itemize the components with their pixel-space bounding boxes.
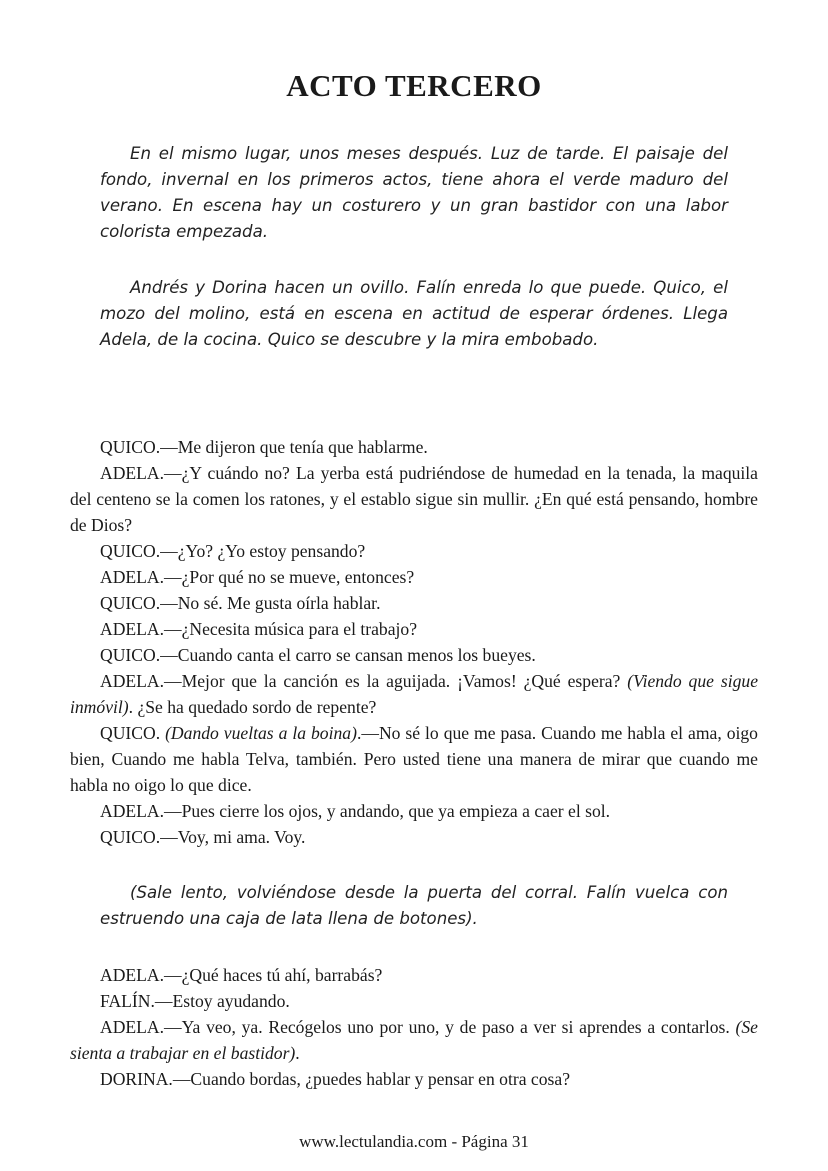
dialogue-text: .—No sé lo que me pasa. Cuando me habla el ama, oigo bien, Cuando me habla Telva, también. Pero usted tiene una manera de mirar que cuando me habla no oigo lo que dice. <box>70 723 758 795</box>
dialogue-line: ADELA.—¿Necesita música para el trabajo? <box>100 619 418 639</box>
dialogue-line: QUICO.—Cuando canta el carro se cansan menos los bueyes. <box>100 645 536 665</box>
dialogue-text: ADELA.—Ya veo, ya. Recógelos uno por uno, y de paso a ver si aprendes a contarlos. <box>100 1017 736 1037</box>
dialogue-block <box>70 962 758 1092</box>
inline-stage-direction: (Dando vueltas a la boina) <box>165 723 357 743</box>
dialogue-text: QUICO. <box>100 723 166 743</box>
inline-stage-direction: (Se sienta a trabajar en el bastidor) <box>70 1017 758 1063</box>
dialogue-line: FALÍN.—Estoy ayudando. <box>100 991 290 1011</box>
page-title: ACTO TERCERO <box>286 68 542 103</box>
dialogue-line: QUICO.—Voy, mi ama. Voy. <box>100 827 306 847</box>
dialogue-text: . <box>295 1043 300 1063</box>
stage-direction-setting: En el mismo lugar, unos meses después. Luz de tarde. El paisaje del fondo, invernal en los primeros actos, tiene ahora el verde maduro del verano. En escena hay un costurero y un gran bastidor con una labor colorista empezada. <box>100 144 728 241</box>
dialogue-line <box>70 720 758 798</box>
dialogue-line <box>70 1014 758 1066</box>
inline-stage-direction: (Viendo que sigue inmóvil) <box>70 671 759 717</box>
dialogue-block <box>70 434 758 850</box>
dialogue-line <box>70 668 758 720</box>
dialogue-line: DORINA.—Cuando bordas, ¿puedes hablar y pensar en otra cosa? <box>100 1069 570 1089</box>
dialogue-line: ADELA.—¿Por qué no se mueve, entonces? <box>100 567 415 587</box>
dialogue-text: . ¿Se ha quedado sordo de repente? <box>128 697 377 717</box>
dialogue-line: ADELA.—¿Qué haces tú ahí, barrabás? <box>100 965 383 985</box>
dialogue-line: QUICO.—Me dijeron que tenía que hablarme. <box>100 437 428 457</box>
dialogue-line: QUICO.—¿Yo? ¿Yo estoy pensando? <box>100 541 366 561</box>
dialogue-line: ADELA.—¿Y cuándo no? La yerba está pudriéndose de humedad en la tenada, la maquila del centeno se la comen los ratones, y el establo sigue sin mullir. ¿En qué está pensando, hombre de Dios? <box>70 463 758 535</box>
stage-direction-characters: Andrés y Dorina hacen un ovillo. Falín enreda lo que puede. Quico, el mozo del molino, está en escena en actitud de esperar órdenes. Llega Adela, de la cocina. Quico se descubre y la mira embobado. <box>100 278 728 349</box>
dialogue-text: ADELA.—Mejor que la canción es la aguijada. ¡Vamos! ¿Qué espera? <box>100 671 628 691</box>
dialogue-line: QUICO.—No sé. Me gusta oírla hablar. <box>100 593 381 613</box>
dialogue-line: ADELA.—Pues cierre los ojos, y andando, que ya empieza a caer el sol. <box>100 801 611 821</box>
page-footer: www.lectulandia.com - Página 31 <box>299 1132 529 1151</box>
stage-direction-exit: (Sale lento, volviéndose desde la puerta del corral. Falín vuelca con estruendo una caja de lata llena de botones). <box>100 883 728 928</box>
